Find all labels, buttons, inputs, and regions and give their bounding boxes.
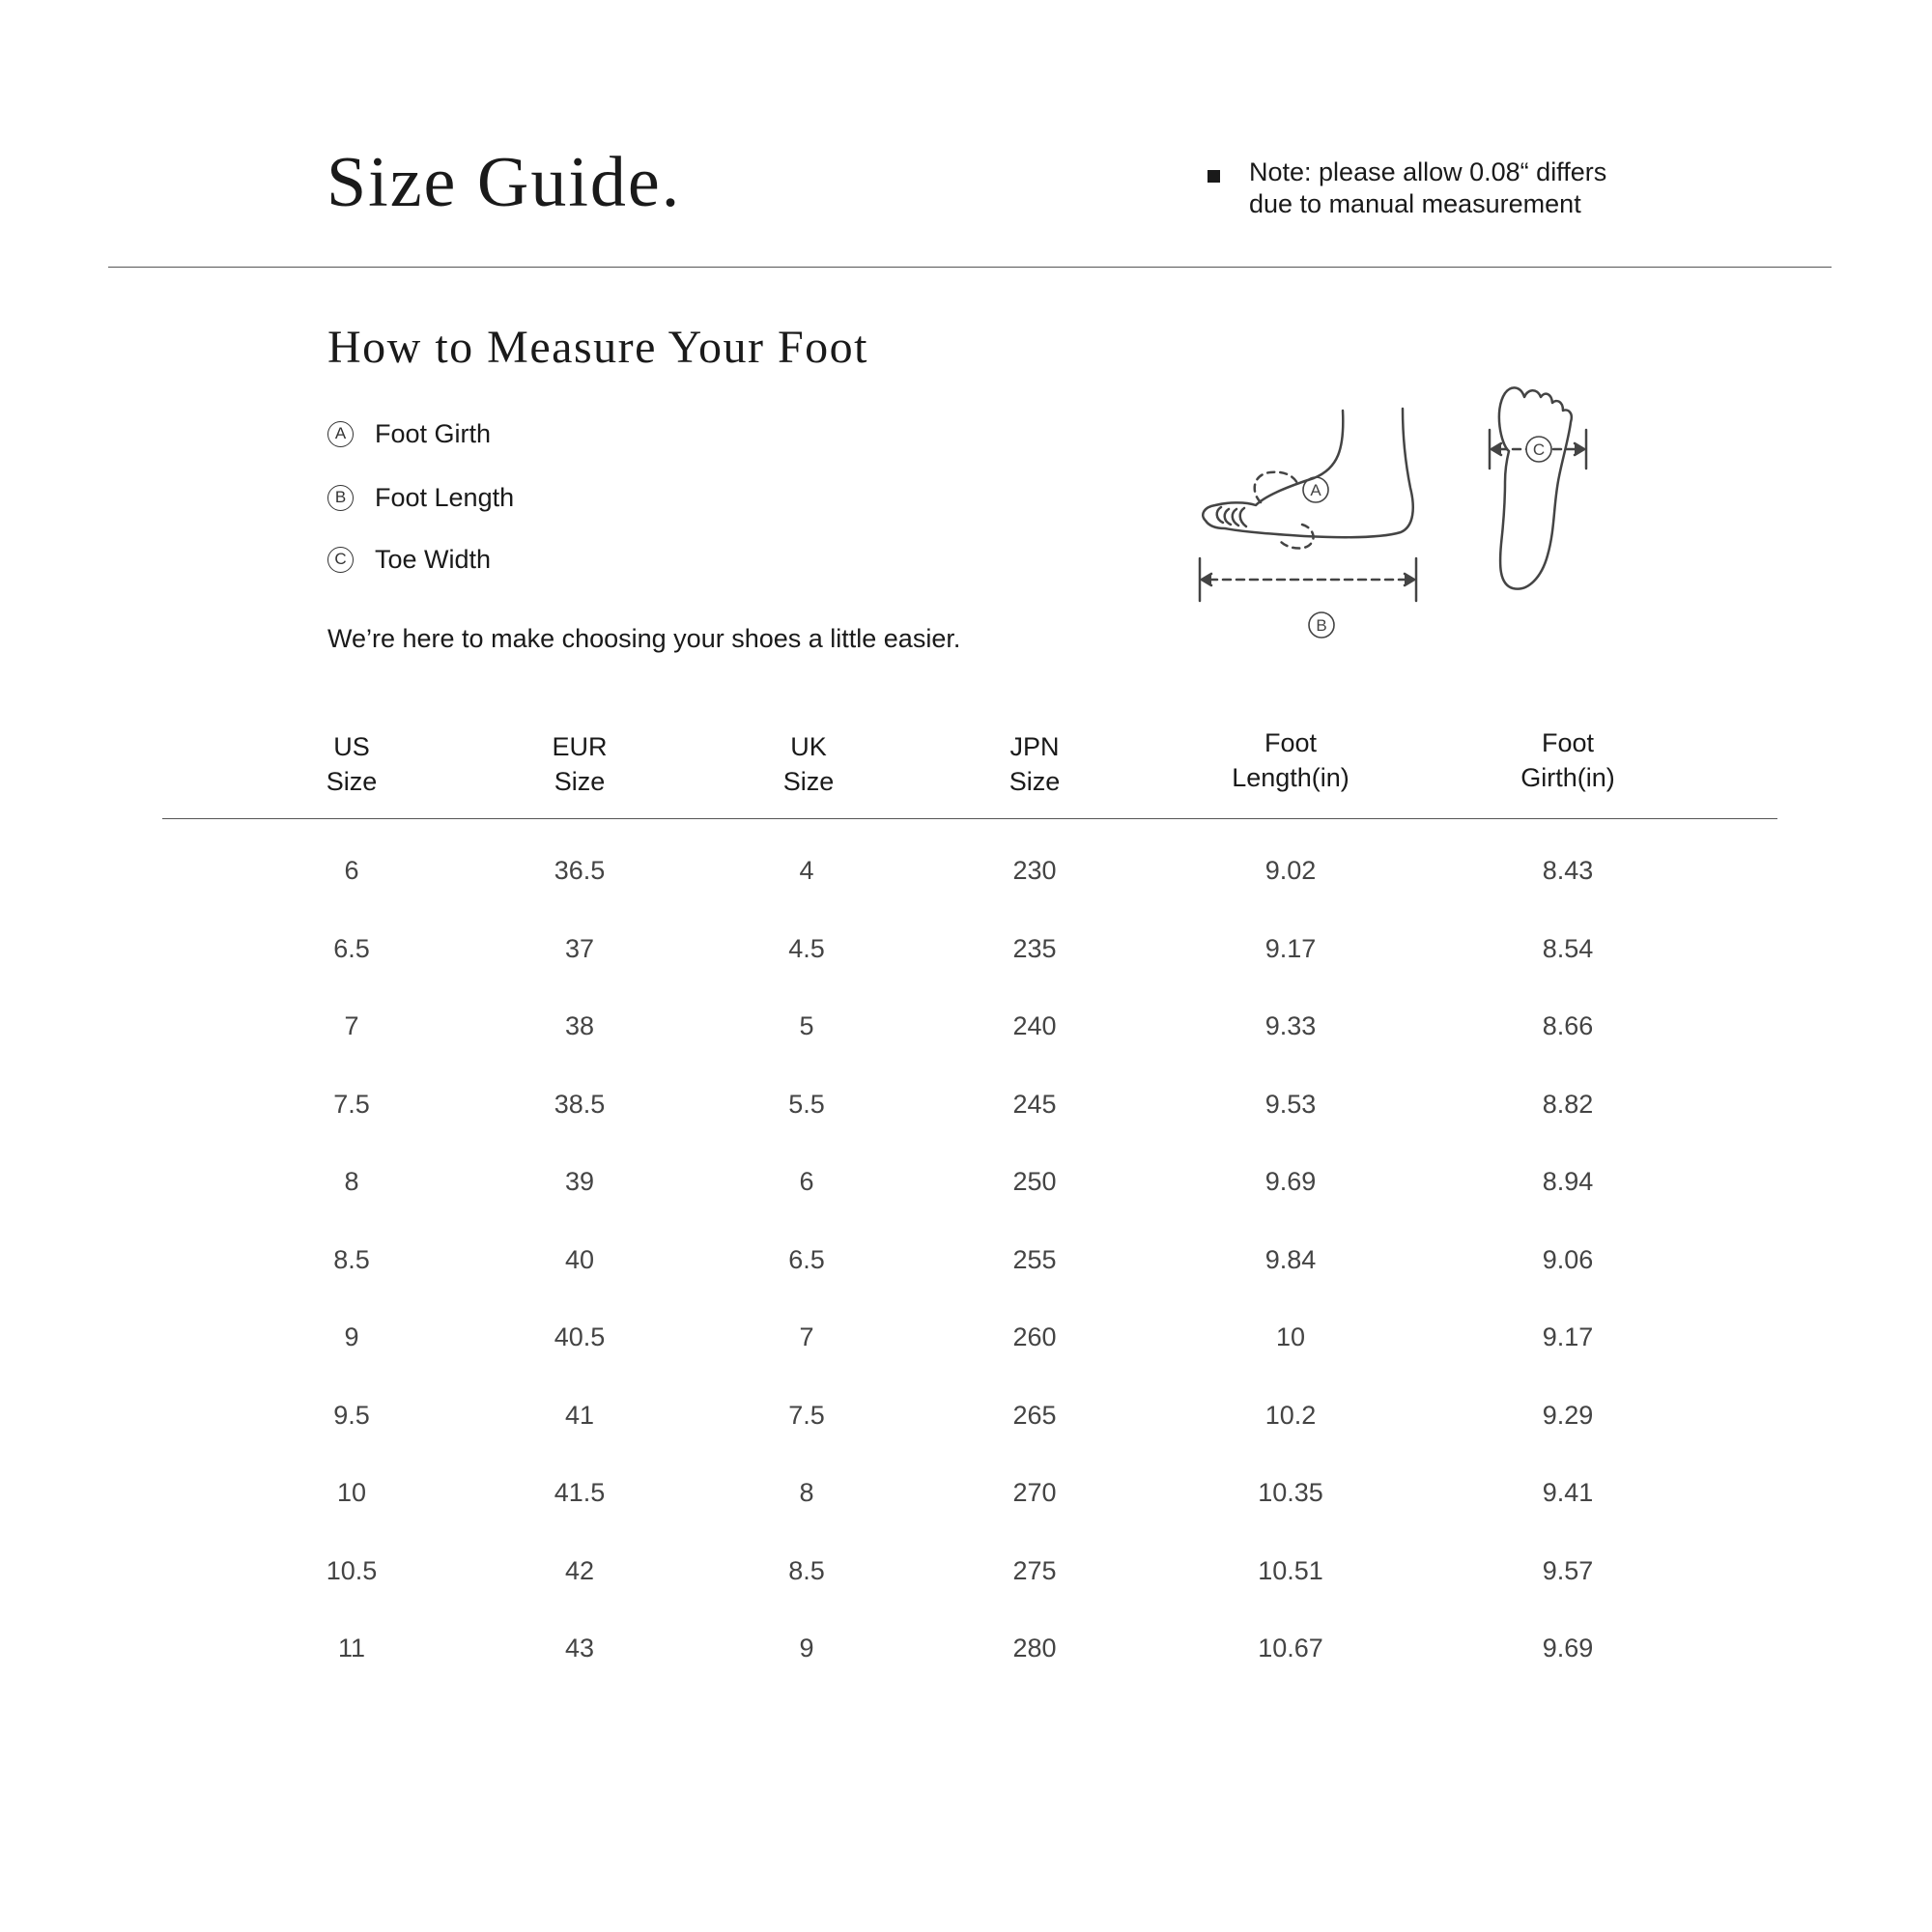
marker-c-label: C	[1532, 440, 1546, 459]
cell-eur-size: 41.5	[554, 1478, 606, 1507]
note-text-line-2: due to manual measurement	[1249, 189, 1581, 218]
cell-foot-length: 10	[1275, 1322, 1306, 1351]
cell-uk-size: 6.5	[788, 1245, 825, 1274]
cell-foot-length: 10.51	[1258, 1556, 1323, 1585]
cell-foot-girth: 8.54	[1542, 934, 1594, 963]
marker-a-label: A	[1310, 481, 1321, 499]
cell-us-size: 7.5	[333, 1090, 370, 1119]
cell-foot-girth: 8.94	[1542, 1167, 1594, 1196]
header-line-2: Length(in)	[1232, 763, 1350, 792]
legend-item-toe-width	[327, 543, 491, 576]
cell-us-size: 9	[344, 1322, 359, 1351]
circle-c-icon: C	[327, 547, 354, 573]
cell-us-size: 6	[344, 856, 359, 885]
cell-us-size: 10.5	[326, 1556, 378, 1585]
cell-uk-size: 5	[799, 1011, 814, 1040]
header-line-1: Foot	[1541, 728, 1595, 757]
cell-foot-length: 9.33	[1264, 1011, 1317, 1040]
legend-label: Foot Length	[375, 482, 515, 512]
cell-us-size: 8	[344, 1167, 359, 1196]
header-jpn-size	[928, 729, 1141, 799]
header-divider	[108, 267, 1832, 268]
cell-uk-size: 9	[799, 1634, 814, 1662]
cell-us-size: 11	[337, 1634, 366, 1662]
cell-jpn-size: 230	[1012, 856, 1057, 885]
cell-uk-size: 7	[799, 1322, 814, 1351]
header-line-2: Girth(in)	[1520, 763, 1615, 792]
cell-jpn-size: 280	[1012, 1634, 1057, 1662]
table-header-divider	[162, 818, 1777, 819]
cell-eur-size: 38	[564, 1011, 595, 1040]
square-bullet-icon	[1208, 170, 1220, 183]
circle-a-icon: A	[327, 421, 354, 447]
cell-us-size: 10	[336, 1478, 367, 1507]
cell-eur-size: 43	[564, 1634, 595, 1662]
cell-us-size: 9.5	[333, 1401, 370, 1430]
cell-foot-length: 10.67	[1258, 1634, 1323, 1662]
cell-foot-length: 10.35	[1258, 1478, 1323, 1507]
cell-foot-length: 9.17	[1264, 934, 1317, 963]
header-line-2: Size	[326, 767, 378, 796]
cell-eur-size: 36.5	[554, 856, 606, 885]
cell-foot-length: 10.2	[1264, 1401, 1317, 1430]
cell-foot-length: 9.53	[1264, 1090, 1317, 1119]
header-foot-length	[1184, 725, 1397, 795]
cell-jpn-size: 275	[1012, 1556, 1057, 1585]
cell-eur-size: 41	[564, 1401, 595, 1430]
marker-b-label: B	[1316, 616, 1327, 635]
header-us-size	[245, 729, 458, 799]
cell-jpn-size: 265	[1012, 1401, 1057, 1430]
cell-foot-girth: 9.41	[1542, 1478, 1594, 1507]
legend-item-foot-length	[327, 481, 514, 514]
header-uk-size	[702, 729, 915, 799]
legend-label: Foot Girth	[375, 418, 492, 448]
header-foot-girth	[1462, 725, 1674, 795]
cell-uk-size: 7.5	[788, 1401, 825, 1430]
header-line-1: EUR	[552, 732, 608, 761]
header-line-1: Foot	[1264, 728, 1318, 757]
cell-foot-girth: 9.06	[1542, 1245, 1594, 1274]
cell-foot-girth: 8.82	[1542, 1090, 1594, 1119]
header-line-2: Size	[782, 767, 835, 796]
cell-foot-girth: 8.43	[1542, 856, 1594, 885]
note-text-line-1: Note: please allow 0.08“ differs	[1249, 157, 1607, 186]
cell-foot-girth: 9.57	[1542, 1556, 1594, 1585]
header-eur-size	[473, 729, 686, 799]
cell-jpn-size: 235	[1012, 934, 1057, 963]
cell-uk-size: 8.5	[788, 1556, 825, 1585]
cell-eur-size: 39	[564, 1167, 595, 1196]
cell-eur-size: 40	[564, 1245, 595, 1274]
circle-b-icon: B	[327, 485, 354, 511]
cell-eur-size: 40.5	[554, 1322, 606, 1351]
cell-jpn-size: 250	[1012, 1167, 1057, 1196]
cell-foot-girth: 9.69	[1542, 1634, 1594, 1662]
cell-jpn-size: 270	[1012, 1478, 1057, 1507]
cell-us-size: 8.5	[333, 1245, 370, 1274]
header-line-1: UK	[790, 732, 827, 761]
cell-us-size: 6.5	[333, 934, 370, 963]
foot-measurement-illustration	[1198, 382, 1604, 652]
cell-jpn-size: 255	[1012, 1245, 1057, 1274]
cell-foot-length: 9.84	[1264, 1245, 1317, 1274]
header-line-1: JPN	[1009, 732, 1060, 761]
page-title: Size Guide.	[327, 143, 682, 222]
header-line-2: Size	[1009, 767, 1061, 796]
cell-foot-girth: 9.17	[1542, 1322, 1594, 1351]
cell-jpn-size: 240	[1012, 1011, 1057, 1040]
cell-uk-size: 5.5	[788, 1090, 825, 1119]
cell-uk-size: 8	[799, 1478, 814, 1507]
cell-foot-length: 9.02	[1264, 856, 1317, 885]
foot-side-view-icon	[1203, 409, 1413, 549]
legend-label: Toe Width	[375, 544, 492, 574]
foot-length-arrow-icon	[1200, 558, 1416, 638]
tagline: We’re here to make choosing your shoes a little easier.	[327, 624, 961, 653]
header-line-1: US	[333, 732, 370, 761]
cell-foot-girth: 9.29	[1542, 1401, 1594, 1430]
cell-jpn-size: 245	[1012, 1090, 1057, 1119]
cell-uk-size: 4	[799, 856, 814, 885]
cell-eur-size: 42	[564, 1556, 595, 1585]
cell-uk-size: 4.5	[788, 934, 825, 963]
foot-sole-view-icon	[1490, 387, 1586, 588]
legend-item-foot-girth	[327, 417, 491, 450]
cell-eur-size: 37	[564, 934, 595, 963]
cell-jpn-size: 260	[1012, 1322, 1057, 1351]
cell-foot-length: 9.69	[1264, 1167, 1317, 1196]
cell-foot-girth: 8.66	[1542, 1011, 1594, 1040]
section-title: How to Measure Your Foot	[327, 322, 869, 373]
cell-uk-size: 6	[799, 1167, 814, 1196]
cell-us-size: 7	[344, 1011, 359, 1040]
header-line-2: Size	[554, 767, 606, 796]
cell-eur-size: 38.5	[554, 1090, 606, 1119]
